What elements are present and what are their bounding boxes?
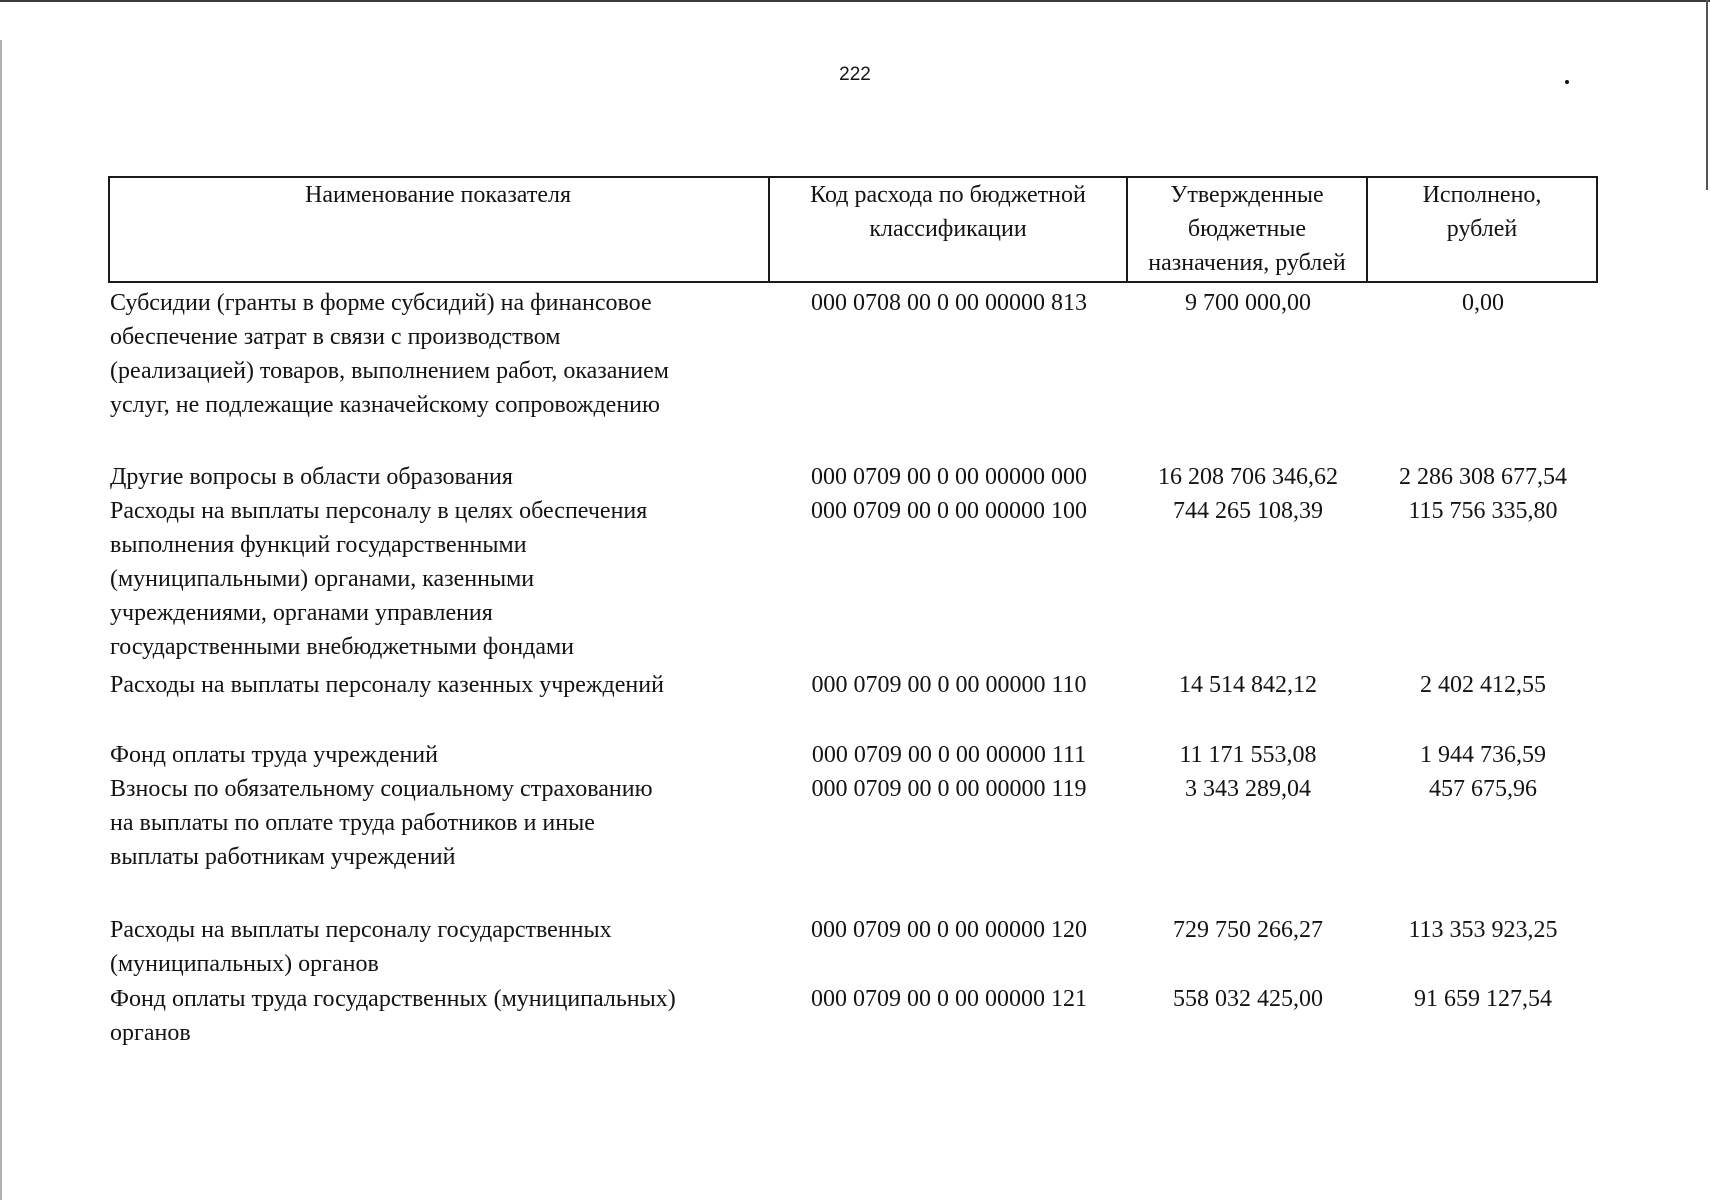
row-code: 000 0709 00 0 00 00000 110: [811, 672, 1087, 698]
row-code: 000 0708 00 0 00 00000 813: [811, 290, 1087, 316]
row-code: 000 0709 00 0 00 00000 111: [811, 742, 1087, 768]
row-code: 000 0709 00 0 00 00000 119: [811, 776, 1087, 802]
scan-artifact-dot: [1565, 80, 1569, 84]
row-approved: 729 750 266,27: [1173, 917, 1323, 943]
row-executed: 2 286 308 677,54: [1399, 464, 1567, 490]
header-code: Код расхода по бюджетной классификации: [810, 182, 1086, 242]
row-approved: 744 265 108,39: [1173, 498, 1323, 524]
scan-edge-top: [0, 0, 1710, 2]
row-executed: 2 402 412,55: [1420, 672, 1546, 698]
row-name: Фонд оплаты труда государственных (муниципальных) органов: [110, 986, 676, 1046]
row-approved: 16 208 706 346,62: [1158, 464, 1338, 490]
header-name: Наименование показателя: [305, 182, 571, 208]
row-executed: 113 353 923,25: [1408, 917, 1558, 943]
row-name: Расходы на выплаты персоналу казенных учреждений: [110, 672, 664, 698]
row-executed: 1 944 736,59: [1420, 742, 1546, 768]
row-executed: 0,00: [1462, 290, 1504, 316]
row-name: Другие вопросы в области образования: [110, 464, 513, 490]
row-code: 000 0709 00 0 00 00000 000: [811, 464, 1087, 490]
row-approved: 9 700 000,00: [1185, 290, 1311, 316]
row-name: Расходы на выплаты персоналу в целях обеспечения выполнения функций государственными (муниципальными) органами, казенными учреждениями, органами управления государственными внебюджетными фондами: [110, 498, 648, 660]
row-name: Взносы по обязательному социальному страхованию на выплаты по оплате труда работников и иные выплаты работникам учреждений: [110, 776, 653, 870]
row-code: 000 0709 00 0 00 00000 100: [811, 498, 1087, 524]
row-approved: 3 343 289,04: [1185, 776, 1311, 802]
row-code: 000 0709 00 0 00 00000 121: [811, 986, 1087, 1012]
page-number: 222: [839, 64, 871, 85]
row-executed: 115 756 335,80: [1408, 498, 1558, 524]
scan-edge-left: [0, 40, 2, 1200]
scan-edge-right: [1706, 0, 1708, 190]
row-executed: 91 659 127,54: [1414, 986, 1552, 1012]
row-name: Субсидии (гранты в форме субсидий) на финансовое обеспечение затрат в связи с производством (реализацией) товаров, выполнением работ, оказанием услуг, не подлежащие казначейскому сопровождению: [110, 290, 669, 418]
header-executed: Исполнено, рублей: [1422, 182, 1542, 242]
row-approved: 558 032 425,00: [1173, 986, 1323, 1012]
row-executed: 457 675,96: [1429, 776, 1537, 802]
row-name: Расходы на выплаты персоналу государственных (муниципальных) органов: [110, 917, 612, 977]
header-approved: Утвержденные бюджетные назначения, рублей: [1148, 182, 1346, 276]
row-approved: 11 171 553,08: [1179, 742, 1317, 768]
row-name: Фонд оплаты труда учреждений: [110, 742, 438, 768]
row-code: 000 0709 00 0 00 00000 120: [811, 917, 1087, 943]
row-approved: 14 514 842,12: [1179, 672, 1317, 698]
